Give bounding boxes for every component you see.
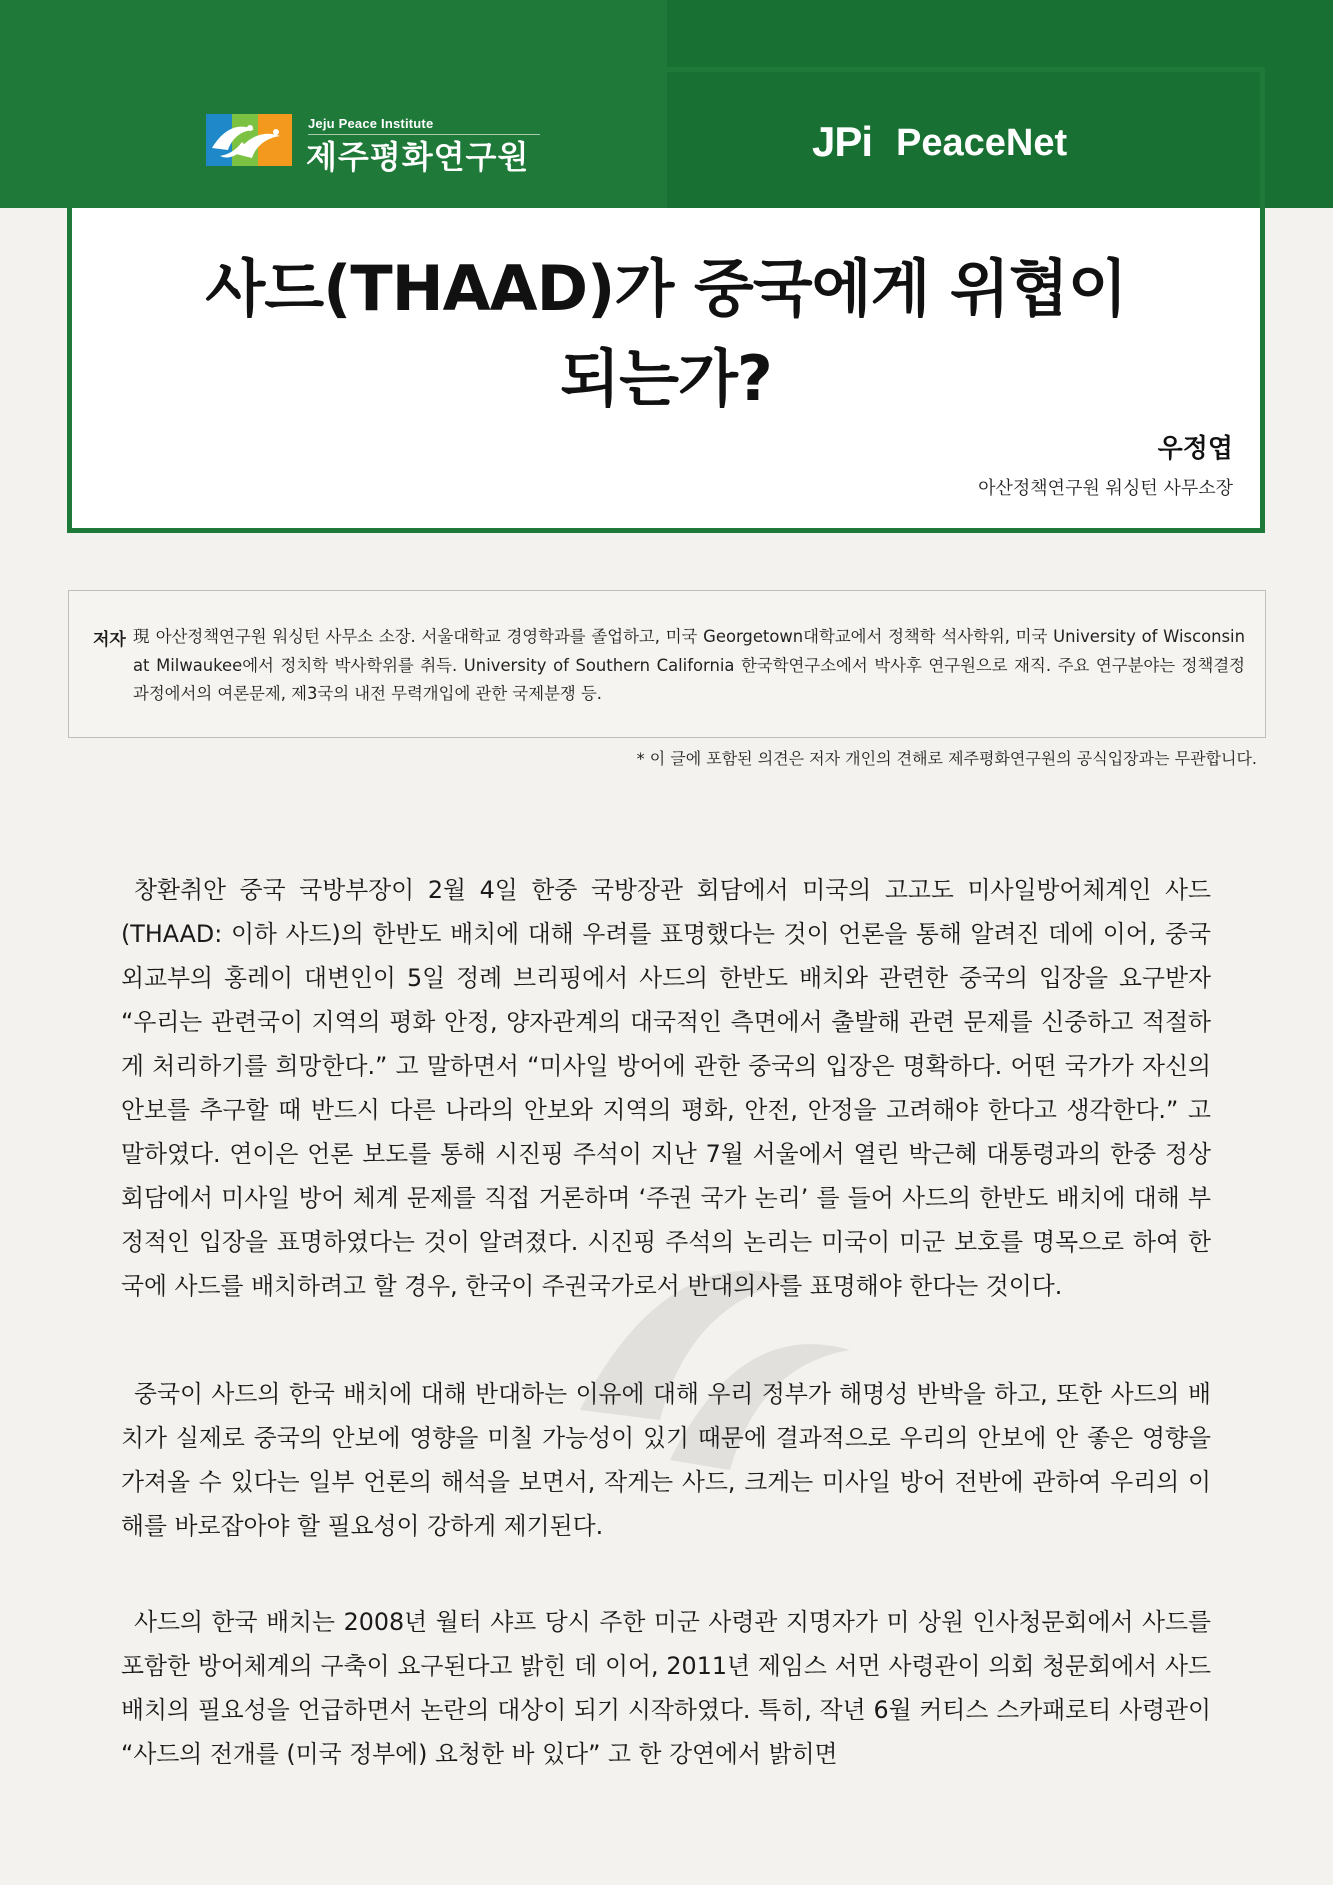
body-paragraph-3: 사드의 한국 배치는 2008년 월터 샤프 당시 주한 미군 사령관 지명자가 미 상원 인사청문회에서 사드를 포함한 방어체계의 구축이 요구된다고 밝힌 데 이어, 2011년 제임스 서먼 사령관이 의회 청문회에서 사드 배치의 필요성을 언급하면서 논란의 대상이 되기 시작하였다. 특히, 작년 6월 커티스 스카패로티 사령관이 “사드의 전개를 (미국 정부에) 요청한 바 있다” 고 한 강연에서 밝히면	[121, 1608, 1211, 1768]
institute-name-ko: 제주평화연구원	[306, 138, 530, 176]
author-bio-box	[68, 590, 1266, 738]
author-affiliation: 아산정책연구원 워싱턴 사무소장	[978, 478, 1233, 499]
jpi-mark: JPi	[812, 118, 873, 165]
body-paragraph-1: 창환취안 중국 국방부장이 2월 4일 한중 국방장관 회담에서 미국의 고고도 미사일방어체계인 사드 (THAAD: 이하 사드)의 한반도 배치에 대해 우려를 표명했다는 것이 언론을 통해 알려진 데에 이어, 중국 외교부의 홍레이 대변인이 5일 정례 브리핑에서 사드의 한반도 배치와 관련한 중국의 입장을 요구받자 “우리는 관련국이 지역의 평화 안정, 양자관계의 대국적인 측면에서 출발해 관련 문제를 신중하고 적절하게 처리하기를 희망한다.” 고 말하면서 “미사일 방어에 관한 중국의 입장은 명확하다. 어떤 국가가 자신의 안보를 추구할 때 반드시 다른 나라의 안보와 지역의 평화, 안전, 안정을 고려해야 한다고 생각한다.” 고 말하였다. 연이은 언론 보도를 통해 시진핑 주석이 지난 7월 서울에서 열린 박근혜 대통령과의 한중 정상회담에서 미사일 방어 체계 문제를 직접 거론하며 ‘주권 국가 논리’ 를 들어 사드의 한반도 배치에 대해 부정적인 입장을 표명하였다는 것이 알려졌다. 시진핑 주석의 논리는 미국이 미군 보호를 명목으로 하여 한국에 사드를 배치하려고 할 경우, 한국이 주권국가로서 반대의사를 표명해야 한다는 것이다.	[121, 876, 1211, 1300]
author-name: 우정엽	[1157, 434, 1233, 464]
disclaimer: * 이 글에 포함된 의견은 저자 개인의 견해로 제주평화연구원의 공식입장과는 무관합니다.	[636, 749, 1257, 768]
bio-text: 現 아산정책연구원 워싱턴 사무소 소장. 서울대학교 경영학과를 졸업하고, 미국 Georgetown대학교에서 정책학 석사학위, 미국 University of Wisconsin at Milwaukee에서 정치학 박사학위를 취득. University of Southern California 한국학연구소에서 박사후 연구원으로 재직. 주요 연구분야는 정책결정 과정에서의 여론문제, 제3국의 내전 무력개입에 관한 국제분쟁 등.	[133, 627, 1245, 703]
peacenet-logo	[812, 118, 1132, 168]
bio-label: 저자	[93, 630, 126, 650]
institute-name-en: Jeju Peace Institute	[308, 116, 434, 131]
title-line-1: 사드(THAAD)가 중국에게 위협이	[205, 252, 1127, 325]
title-line-2: 되는가?	[560, 342, 772, 415]
jeju-peace-institute-logo	[206, 108, 546, 176]
body-paragraph-2: 중국이 사드의 한국 배치에 대해 반대하는 이유에 대해 우리 정부가 해명성 반박을 하고, 또한 사드의 배치가 실제로 중국의 안보에 영향을 미칠 가능성이 있기 때문에 결과적으로 우리의 안보에 안 좋은 영향을 가져올 수 있다는 일부 언론의 해석을 보면서, 작게는 사드, 크게는 미사일 방어 전반에 관하여 우리의 이해를 바로잡아야 할 필요성이 강하게 제기된다.	[121, 1380, 1211, 1540]
dove-logo-icon	[206, 110, 294, 170]
peacenet-wordmark: PeaceNet	[896, 122, 1068, 164]
page-title	[72, 244, 1260, 424]
